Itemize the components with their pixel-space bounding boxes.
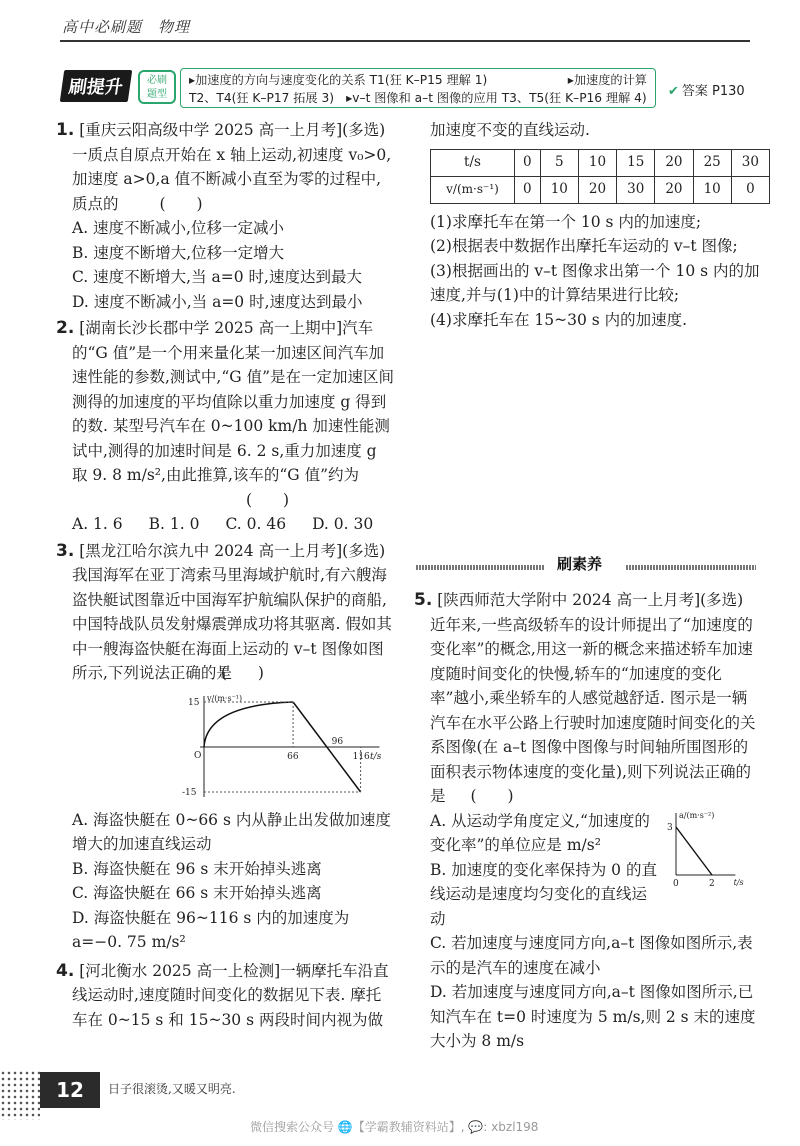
question-number: 2. — [56, 318, 75, 338]
table-cell: 30 — [617, 176, 655, 203]
table-cell: 30 — [731, 149, 769, 176]
part-4: (4)求摩托车在 15~30 s 内的加速度. — [430, 310, 688, 329]
answer-ref — [668, 80, 745, 99]
y-axis-label: a/(m·s⁻²) — [679, 810, 715, 820]
table-header: t/s — [431, 149, 515, 176]
table-cell: 0 — [515, 149, 541, 176]
question-source: [河北衡水 2025 高一上检测] — [79, 961, 281, 980]
option-c: C. 若加速度与速度同方向,a–t 图像如图所示,表示的是汽车的速度在减小 — [430, 934, 753, 977]
question-source: [黑龙江哈尔滨九中 2024 高一上月考](多选) — [79, 541, 386, 560]
x-axis-label: t/s — [370, 751, 382, 762]
x-tick-label: 2 — [709, 878, 715, 889]
table-row — [431, 149, 770, 176]
x-axis-label: t/s — [733, 877, 744, 887]
option-d: D. 0. 30 — [312, 515, 374, 533]
answer-paren: ( ) — [246, 490, 290, 509]
part-2: (2)根据表中数据作出摩托车运动的 v–t 图像; — [430, 237, 738, 255]
section-badge: 刷提升 — [60, 70, 132, 102]
x-tick-label: 66 — [287, 751, 299, 762]
table-cell: 20 — [578, 176, 616, 203]
table-row — [431, 176, 770, 203]
table-cell: 10 — [693, 176, 731, 203]
running-header: 高中必刷题 物理 — [62, 18, 191, 36]
footer-wechat: 微信搜索公众号 🌐【学霸教辅资料站】, 💬: xbzl198 — [250, 1120, 539, 1134]
page-number: 12 — [40, 1072, 100, 1108]
option-a: A. 海盗快艇在 0~66 s 内从静止出发做加速度增大的加速直线运动 — [72, 810, 391, 853]
table-cell: 5 — [540, 149, 578, 176]
section-title: 刷素养 — [557, 555, 603, 573]
check-icon: ✔ — [668, 84, 679, 99]
answer-paren: ( ) — [220, 664, 264, 682]
answer-paren: ( ) — [470, 787, 514, 805]
question-stem: 近年来,一些高级轿车的设计师提出了“加速度的变化率”的概念,用这一新的概念来描述轿车加速度随时间变化的快慢,轿车的“加速度的变化率”越小,乘坐轿车的人感觉越舒适. 图示是一辆汽车在水平公路上行驶时加速度随时间变化的关系图像(在 a–t 图像中图像与时间轴所围图形的面积表示物体速度的变化量),则下列说法正确的是 — [430, 615, 756, 805]
footer-motto: 日子很滚烫,又暖又明亮. — [108, 1082, 236, 1096]
question-number: 3. — [56, 540, 75, 561]
option-a: A. 1. 6 — [72, 515, 123, 533]
vt-chart — [176, 692, 382, 802]
question-stem: 一辆摩托车沿直线运动时,速度随时间变化的数据见下表. 摩托车在 0~15 s 和 15~30 s 两段时间内视为做 — [72, 961, 389, 1029]
option-c: C. 0. 46 — [225, 515, 287, 533]
bixing-line1: 必刷 — [147, 75, 167, 86]
question-number: 5. — [414, 590, 433, 610]
x-tick-label: 0 — [673, 878, 679, 889]
option-d: D. 若加速度与速度同方向,a–t 图像如图所示,已知汽车在 t=0 时速度为 5 m/s,则 2 s 末的速度大小为 8 m/s — [430, 983, 756, 1050]
vt-curve — [204, 702, 293, 747]
question-source: [陕西师范大学附中 2024 高一上月考](多选) — [437, 591, 744, 609]
table-cell: 15 — [617, 149, 655, 176]
y-tick-label: -15 — [182, 787, 197, 798]
y-tick-label: 3 — [667, 822, 673, 833]
topic-1: ▸加速度的方向与速度变化的关系 T1(狂 K–P15 理解 1) — [189, 73, 488, 87]
topic-2: ▸加速度的计算 — [567, 73, 647, 87]
table-cell: 0 — [515, 176, 541, 203]
part-3: (3)根据画出的 v–t 图像求出第一个 10 s 内的加速度,并与(1)中的计算结果进行比较; — [430, 261, 760, 304]
table-cell: 10 — [540, 176, 578, 203]
option-b: B. 1. 0 — [148, 515, 200, 533]
topic-box — [180, 68, 656, 108]
question-stem: 汽车的“G 值”是一个用来量化某一加速区间汽车加速性能的参数,测试中,“G 值”是在一定加速区间测得的加速度的平均值除以重力加速度 g 得到的数. 某型号汽车在 0~100 km/h 加速性能测试中,测得的加速时间是 6. 2 s,重力加速度 g 取 9. 8 m/s²,由此推算,该车的“G 值”约为 — [72, 319, 395, 484]
question-number: 4. — [56, 960, 75, 981]
question-4 — [56, 959, 394, 1033]
question-stem: 一质点自原点开始在 x 轴上运动,初速度 v₀>0,加速度 a>0,a 值不断减小直至为零的过程中,质点的 — [72, 145, 392, 213]
table-cell: 20 — [655, 176, 693, 203]
question-source: [湖南长沙长郡中学 2025 高一上期中] — [79, 319, 343, 337]
answer-paren: ( ) — [159, 194, 203, 213]
question-5 — [414, 588, 759, 809]
vt-chart-wrap — [56, 692, 394, 802]
header-rule — [60, 40, 750, 42]
option-b: B. 速度不断增大,位移一定增大 — [72, 243, 285, 262]
q4-stem-cont: 加速度不变的直线运动. — [430, 121, 590, 139]
right-column — [430, 118, 765, 332]
table-cell: 10 — [578, 149, 616, 176]
at-chart — [664, 809, 764, 889]
table-cell: 0 — [731, 176, 769, 203]
answer-text: 答案 P130 — [681, 84, 745, 99]
question-2 — [56, 316, 394, 512]
option-b: B. 海盗快艇在 96 s 末开始掉头逃离 — [72, 859, 322, 878]
table-cell: 20 — [655, 149, 693, 176]
option-d: D. 海盗快艇在 96~116 s 内的加速度为 a=−0. 75 m/s² — [72, 908, 350, 951]
at-line — [676, 827, 712, 875]
option-d: D. 速度不断减小,当 a=0 时,速度达到最小 — [72, 292, 363, 311]
footer-dots — [0, 1070, 40, 1120]
table-header: v/(m·s⁻¹) — [431, 176, 515, 203]
x-tick-label: 116 — [352, 751, 370, 762]
question-1 — [56, 118, 394, 216]
origin-label: O — [194, 750, 202, 761]
question-5-block — [414, 588, 759, 1054]
y-tick-label: 15 — [188, 697, 200, 708]
question-stem: 我国海军在亚丁湾索马里海域护航时,有六艘海盗快艇试图靠近中国海军护航编队保护的商船,中国特战队员发射爆震弹成功将其驱离. 假如其中一艘海盗快艇在海面上运动的 v–t 图像如图所示,下列说法正确的是 — [72, 566, 392, 682]
topic-3: T2、T4(狂 K–P17 拓展 3) ▸v–t 图像和 a–t 图像的应用 T3、T5(狂 K–P16 理解 4) — [189, 91, 647, 105]
option-c: C. 海盗快艇在 66 s 末开始掉头逃离 — [72, 884, 322, 902]
bixing-line2: 题型 — [147, 89, 167, 100]
part-1: (1)求摩托车在第一个 10 s 内的加速度; — [430, 212, 702, 231]
data-table — [430, 149, 770, 204]
x-tick-label: 96 — [331, 736, 344, 747]
option-a: A. 从运动学角度定义,“加速度的变化率”的单位应是 m/s² — [430, 811, 650, 854]
option-c: C. 速度不断增大,当 a=0 时,速度达到最大 — [72, 268, 362, 286]
table-cell: 25 — [693, 149, 731, 176]
option-b: B. 加速度的变化率保持为 0 的直线运动是速度均匀变化的直线运动 — [430, 860, 657, 928]
option-a: A. 速度不断减小,位移一定减小 — [72, 219, 284, 237]
y-axis-label: v/(m·s⁻¹) — [207, 693, 243, 703]
question-number: 1. — [56, 120, 75, 140]
question-source: [重庆云阳高级中学 2025 高一上月考](多选) — [79, 121, 386, 139]
left-column — [56, 118, 394, 1032]
question-3 — [56, 539, 394, 686]
bixing-tag — [138, 70, 176, 104]
